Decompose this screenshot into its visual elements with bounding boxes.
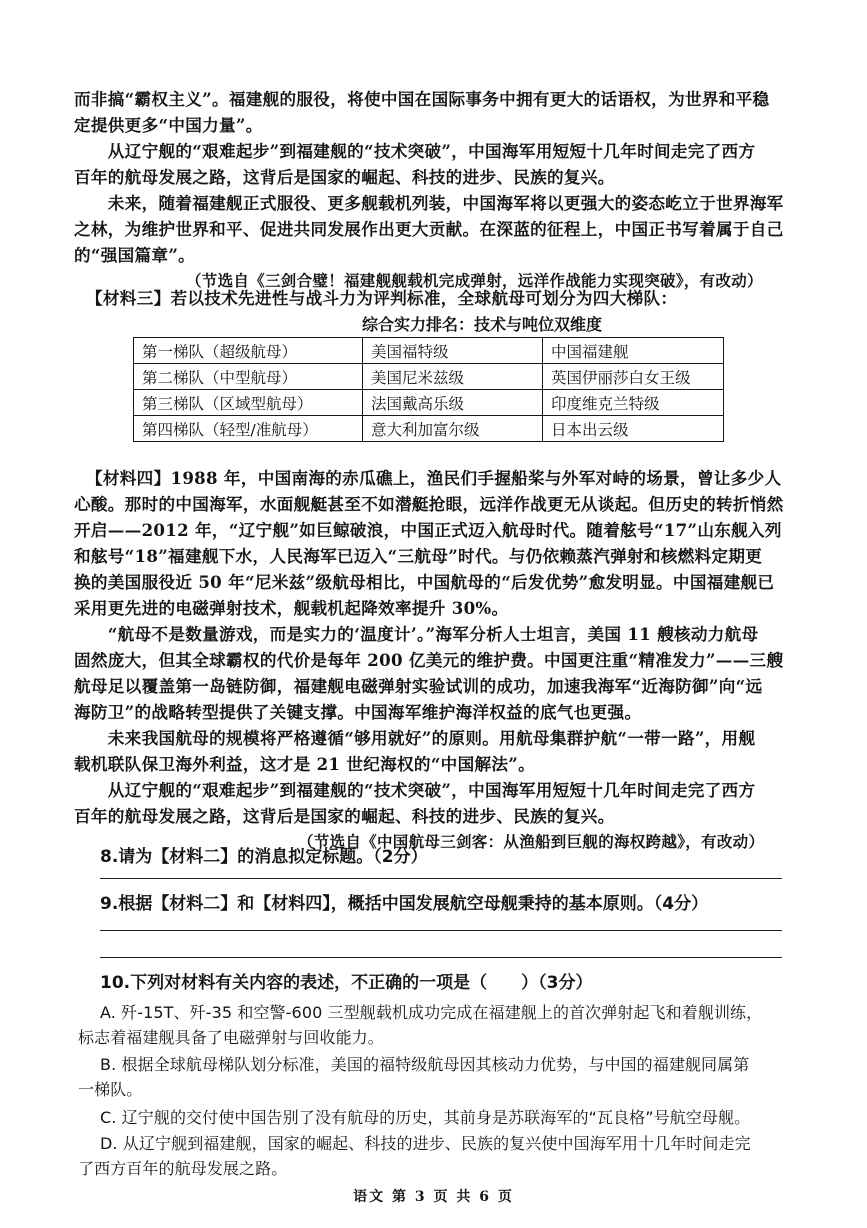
text-line: 开启——2012 年，“辽宁舰”如巨鲸破浪，中国正式迈入航母时代。随着舷号“17”山东舰入列 [74,520,782,540]
text-line: 从辽宁舰的“艰难起步”到福建舰的“技术突破”，中国海军用短短十几年时间走完了西方 [74,141,756,161]
material-label: 【材料三】 [86,288,171,308]
question-8: 8.请为【材料二】的消息拟定标题。（2分） [100,847,428,867]
question-9: 9.根据【材料二】和【材料四】，概括中国发展航空母舰秉持的基本原则。（4分） [100,894,709,914]
page-footer: 语文 第 3 页 共 6 页 [353,1189,514,1205]
text-line: 心酸。那时的中国海军，水面舰艇甚至不如潜艇抢眼，远洋作战更无从谈起。但历史的转折悄然 [74,494,784,514]
table-caption: 综合实力排名：技术与吨位双维度 [362,315,603,334]
text-line: 百年的航母发展之路，这背后是国家的崛起、科技的进步、民族的复兴。 [74,806,615,826]
answer-line[interactable] [100,957,782,958]
carrier-cell: 英国伊丽莎白女王级 [543,364,724,390]
text-line: 之林，为维护世界和平、促进共同发展作出更大贡献。在深蓝的征程上，中国正书写着属于自己 [74,219,784,239]
carrier-cell: 法国戴高乐级 [363,390,543,416]
table-row [134,390,724,416]
answer-line[interactable] [100,878,782,879]
text-line: 载机联队保卫海外利益，这才是 21 世纪海权的“中国解法”。 [74,754,535,774]
table-row [134,338,724,364]
text-line: 海防卫”的战略转型提供了关键支撑。中国海军维护海洋权益的底气也更强。 [74,702,642,722]
tier-cell: 第一梯队（超级航母） [134,338,363,364]
source-citation: （节选自《三剑合璧！福建舰舰载机完成弹射，远洋作战能力实现突破》，有改动） [186,271,763,290]
source-citation: （节选自《中国航母三剑客：从渔船到巨舰的海权跨越》，有改动） [298,832,765,851]
option-b-cont: 一梯队。 [78,1080,143,1099]
tier-cell: 第四梯队（轻型/准航母） [134,416,363,442]
tier-cell: 第三梯队（区域型航母） [134,390,363,416]
text-line: 和舷号“18”福建舰下水，人民海军已迈入“三航母”时代。与仍依赖蒸汽弹射和核燃料定期更 [74,546,763,566]
carrier-cell: 美国尼米兹级 [363,364,543,390]
text-line: 未来，随着福建舰正式服役、更多舰载机列装，中国海军将以更强大的姿态屹立于世界海军 [74,193,784,213]
option-a-cont: 标志着福建舰具备了电磁弹射与回收能力。 [78,1028,384,1047]
question-10: 10.下列对材料有关内容的表述，不正确的一项是（ ）（3分） [100,973,593,993]
carrier-tier-table [133,337,724,442]
carrier-cell: 意大利加富尔级 [363,416,543,442]
material3-text: 若以技术先进性与战斗力为评判标准，全球航母可划分为四大梯队： [170,288,678,308]
text-line: 固然庞大，但其全球霸权的代价是每年 200 亿美元的维护费。中国更注重“精准发力”——三艘 [74,650,784,670]
text-line: 而非搞“霸权主义”。福建舰的服役，将使中国在国际事务中拥有更大的话语权，为世界和平稳 [74,89,770,109]
text-line: “航母不是数量游戏，而是实力的‘温度计’。”海军分析人士坦言，美国 11 艘核动力航母 [74,624,759,644]
option-b: B. 根据全球航母梯队划分标准，美国的福特级航母因其核动力优势，与中国的福建舰同属第 [100,1055,750,1074]
text-line: 换的美国服役近 50 年“尼米兹”级航母相比，中国航母的“后发优势”愈发明显。中国福建舰已 [74,572,775,592]
carrier-cell: 印度维克兰特级 [543,390,724,416]
carrier-cell: 美国福特级 [363,338,543,364]
text-line: 的“强国篇章”。 [74,245,196,265]
text-line: 定提供更多“中国力量”。 [74,115,263,135]
text-line: 【材料四】1988 年，中国南海的赤瓜礁上，渔民们手握船桨与外军对峙的场景，曾让多少人 [86,468,782,488]
tier-cell: 第二梯队（中型航母） [134,364,363,390]
carrier-cell: 日本出云级 [543,416,724,442]
option-d: D. 从辽宁舰到福建舰，国家的崛起、科技的进步、民族的复兴使中国海军用十几年时间走完 [100,1134,751,1153]
text-line: 从辽宁舰的“艰难起步”到福建舰的“技术突破”，中国海军用短短十几年时间走完了西方 [74,780,756,800]
carrier-cell: 中国福建舰 [543,338,724,364]
text-line: 百年的航母发展之路，这背后是国家的崛起、科技的进步、民族的复兴。 [74,167,615,187]
option-d-cont: 了西方百年的航母发展之路。 [78,1159,288,1178]
text-line: 未来我国航母的规模将严格遵循“够用就好”的原则。用航母集群护航“一带一路”，用舰 [74,728,756,748]
answer-line[interactable] [100,930,782,931]
table-row [134,416,724,442]
option-a: A. 歼-15T、歼-35 和空警-600 三型舰载机成功完成在福建舰上的首次弹射起飞和着舰训练， [100,1003,763,1022]
text-line: 采用更先进的电磁弹射技术，舰载机起降效率提升 30%。 [74,598,509,618]
option-c: C. 辽宁舰的交付使中国告别了没有航母的历史，其前身是苏联海军的“瓦良格”号航空母舰。 [100,1108,751,1127]
text-line: 航母足以覆盖第一岛链防御，福建舰电磁弹射实验试训的成功，加速我海军“近海防御”向“远 [74,676,763,696]
table-row [134,364,724,390]
